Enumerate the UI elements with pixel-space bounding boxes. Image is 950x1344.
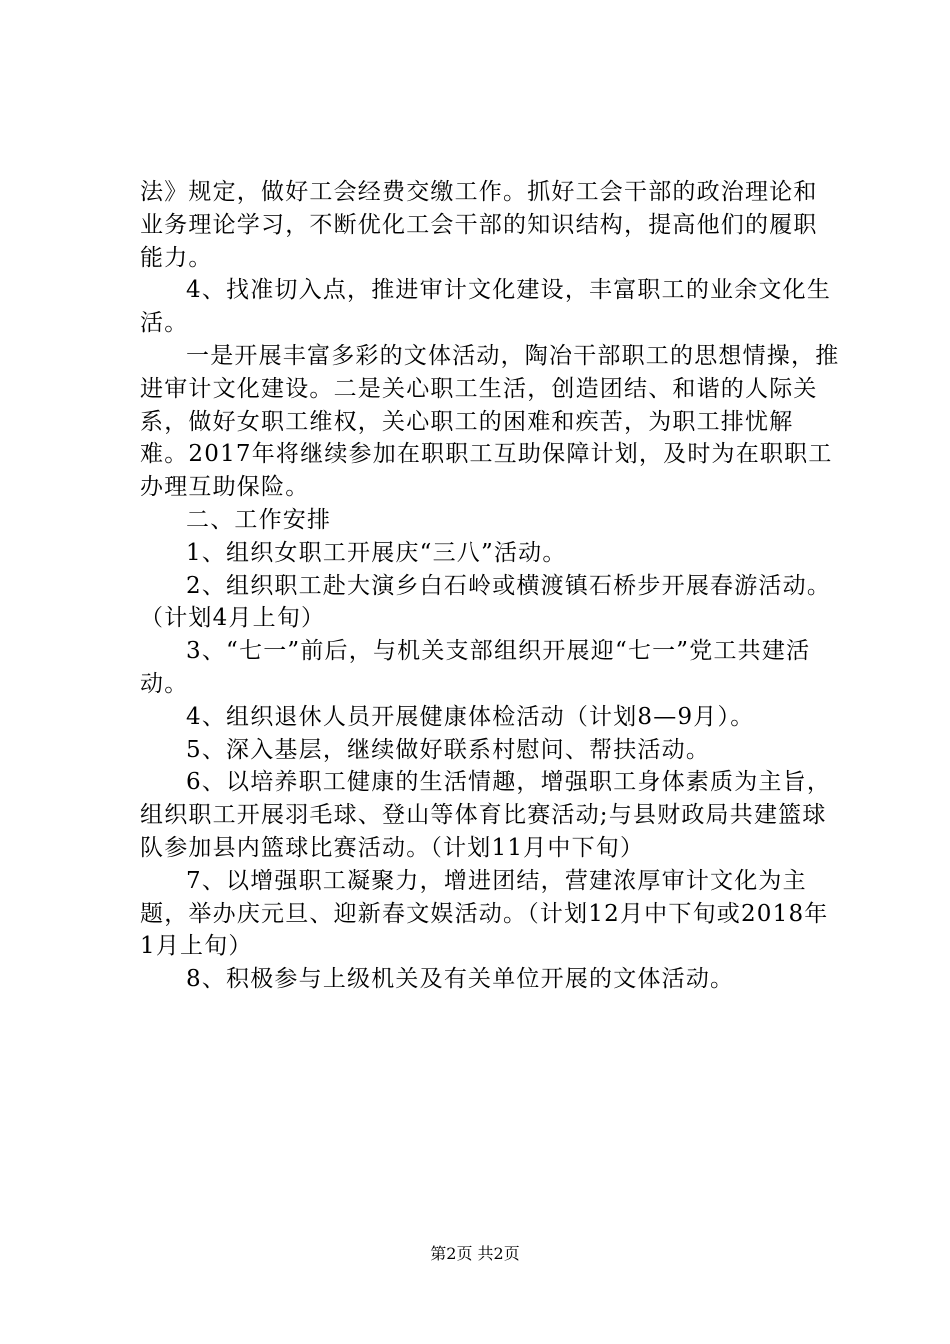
list-item-3: 3、“七一”前后，与机关支部组织开展迎“七一”党工共建活动。 — [140, 638, 811, 697]
list-item-4: 4、组织退休人员开展健康体检活动（计划8—9月）。 — [186, 703, 755, 730]
section-heading-work-plan: 二、工作安排 — [186, 506, 332, 533]
paragraph-3: 一是开展丰富多彩的文体活动，陶冶干部职工的思想情操，推进审计文化建设。二是关心职工生活，创造团结、和谐的人际关系，做好女职工维权，关心职工的困难和疾苦，为职工排忧解难。2017年将继续参加在职职工互助保障计划，及时为在职职工办理互助保险。 — [140, 342, 840, 501]
page-footer: 第2页 共2页 — [430, 1244, 520, 1263]
document-body — [140, 176, 840, 996]
paragraph-2: 4、找准切入点，推进审计文化建设，丰富职工的业余文化生活。 — [140, 277, 832, 337]
list-item-5: 5、深入基层，继续做好联系村慰问、帮扶活动。 — [186, 736, 711, 763]
list-item-1: 1、组织女职工开展庆“三八”活动。 — [186, 539, 567, 566]
list-item-7: 7、以增强职工凝聚力，增进团结，营建浓厚审计文化为主题，举办庆元旦、迎新春文娱活动。（计划12月中下旬或2018年1月上旬） — [140, 867, 829, 960]
list-item-2: 2、组织职工赴大演乡白石岭或横渡镇石桥步开展春游活动。（计划4月上旬） — [140, 572, 832, 632]
list-item-8: 8、积极参与上级机关及有关单位开展的文体活动。 — [186, 966, 735, 993]
list-item-6: 6、以培养职工健康的生活情趣，增强职工身体素质为主旨，组织职工开展羽毛球、登山等体育比赛活动;与县财政局共建篮球队参加县内篮球比赛活动。（计划11月中下旬） — [140, 769, 832, 861]
paragraph-1: 法》规定，做好工会经费交缴工作。抓好工会干部的政治理论和业务理论学习，不断优化工会干部的知识结构，提高他们的履职能力。 — [140, 179, 818, 271]
